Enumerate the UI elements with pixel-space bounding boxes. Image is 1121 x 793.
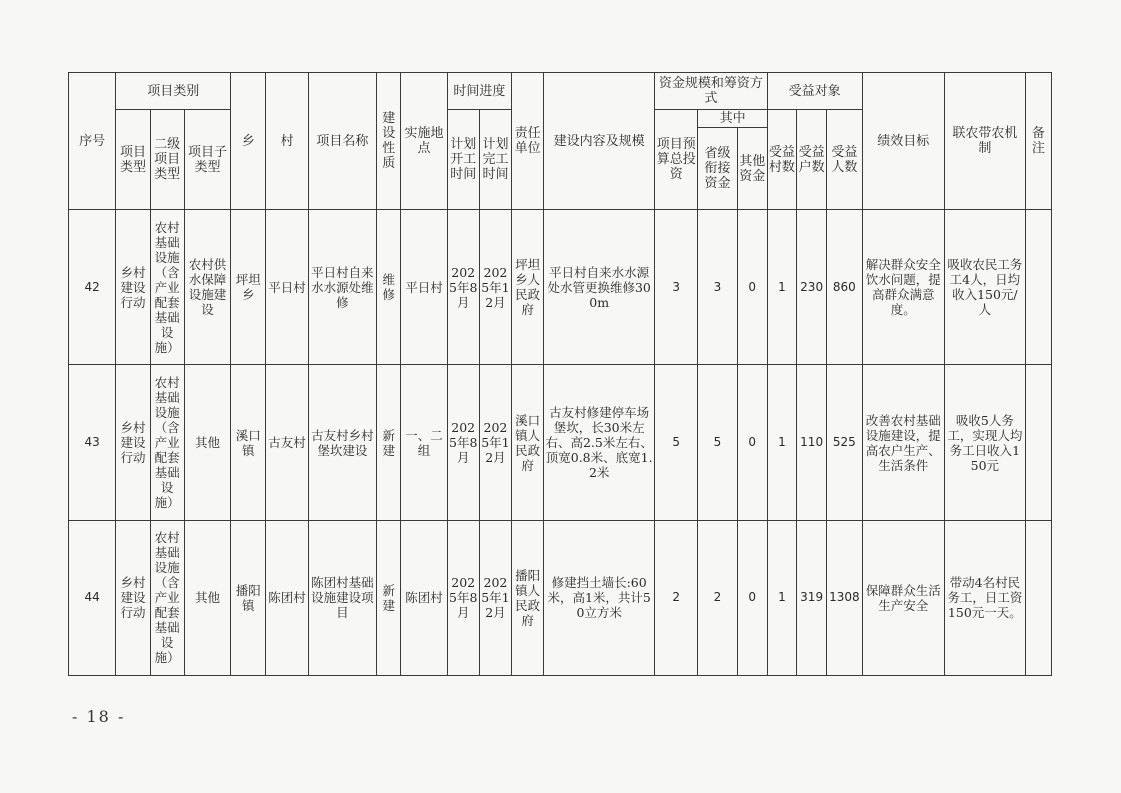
cell-project-type: 乡村建设行动 [116, 210, 150, 365]
cell-secondary-type: 农村基础设施（含产业配套基础设施） [150, 520, 184, 675]
cell-provincial-funds: 3 [698, 210, 737, 365]
table-row [69, 520, 1052, 675]
cell-location: 平日村 [401, 210, 447, 365]
cell-project-name: 陈团村基础设施建设项目 [308, 520, 376, 675]
header-township: 乡 [231, 73, 266, 210]
cell-village: 古友村 [266, 365, 308, 520]
cell-benefit-households: 110 [797, 365, 827, 520]
header-total-budget: 项目预算总投资 [655, 110, 698, 210]
header-among: 其中 [698, 110, 767, 128]
header-sub-type: 项目子类型 [184, 110, 230, 210]
cell-remarks [1025, 365, 1051, 520]
header-remarks: 备注 [1025, 73, 1051, 210]
cell-responsible-unit: 溪口镇人民政府 [512, 365, 544, 520]
cell-sub-type: 其他 [184, 365, 230, 520]
header-location: 实施地点 [401, 73, 447, 210]
cell-other-funds: 0 [737, 520, 767, 675]
cell-responsible-unit: 坪坦乡人民政府 [512, 210, 544, 365]
header-start-time: 计划开工时间 [447, 110, 479, 210]
header-performance-goal: 绩效目标 [862, 73, 945, 210]
cell-remarks [1025, 520, 1051, 675]
header-benefit-people: 受益人数 [827, 110, 862, 210]
cell-benefit-people: 860 [827, 210, 862, 365]
header-end-time: 计划完工时间 [479, 110, 511, 210]
cell-end-time: 2025年12月 [479, 520, 511, 675]
page-number: - 18 - [72, 707, 126, 726]
cell-township: 播阳镇 [231, 520, 266, 675]
cell-seq: 44 [69, 520, 116, 675]
cell-start-time: 2025年8月 [447, 210, 479, 365]
cell-end-time: 2025年12月 [479, 365, 511, 520]
header-provincial-funds: 省级衔接资金 [698, 128, 737, 210]
header-beneficiaries: 受益对象 [767, 73, 862, 110]
header-schedule: 时间进度 [447, 73, 511, 110]
cell-sub-type: 农村供水保障设施建设 [184, 210, 230, 365]
cell-secondary-type: 农村基础设施（含产业配套基础设施） [150, 210, 184, 365]
cell-village: 陈团村 [266, 520, 308, 675]
cell-sub-type: 其他 [184, 520, 230, 675]
header-funding: 资金规模和筹资方式 [655, 73, 768, 110]
cell-content-scale: 平日村自来水水源处水管更换维修300m [544, 210, 655, 365]
cell-performance-goal: 改善农村基础设施建设，提高农户生产、生活条件 [862, 365, 945, 520]
header-project-category: 项目类别 [116, 73, 231, 110]
table-row [69, 210, 1052, 365]
cell-location: 一、二组 [401, 365, 447, 520]
cell-content-scale: 修建挡土墙长:60米，高1米，共计50立方米 [544, 520, 655, 675]
header-benefit-villages: 受益村数 [767, 110, 796, 210]
header-responsible-unit: 责任单位 [512, 73, 544, 210]
cell-farmer-link: 吸收5人务工，实现人均务工日收入150元 [945, 365, 1026, 520]
cell-farmer-link: 吸收农民工务工4人，日均收入150元/人 [945, 210, 1026, 365]
cell-township: 坪坦乡 [231, 210, 266, 365]
cell-provincial-funds: 2 [698, 520, 737, 675]
cell-farmer-link: 带动4名村民务工，日工资150元一天。 [945, 520, 1026, 675]
header-seq: 序号 [69, 73, 116, 210]
cell-other-funds: 0 [737, 210, 767, 365]
cell-responsible-unit: 播阳镇人民政府 [512, 520, 544, 675]
cell-project-name: 平日村自来水水源处维修 [308, 210, 376, 365]
cell-start-time: 2025年8月 [447, 520, 479, 675]
cell-village: 平日村 [266, 210, 308, 365]
header-project-type: 项目类型 [116, 110, 150, 210]
cell-total-budget: 2 [655, 520, 698, 675]
cell-location: 陈团村 [401, 520, 447, 675]
cell-end-time: 2025年12月 [479, 210, 511, 365]
header-village: 村 [266, 73, 308, 210]
cell-benefit-households: 319 [797, 520, 827, 675]
table-row [69, 365, 1052, 520]
cell-benefit-people: 1308 [827, 520, 862, 675]
header-build-nature: 建设性质 [377, 73, 401, 210]
cell-seq: 43 [69, 365, 116, 520]
header-benefit-households: 受益户数 [797, 110, 827, 210]
cell-total-budget: 3 [655, 210, 698, 365]
cell-total-budget: 5 [655, 365, 698, 520]
cell-project-type: 乡村建设行动 [116, 365, 150, 520]
cell-build-nature: 新建 [377, 520, 401, 675]
cell-benefit-villages: 1 [767, 520, 796, 675]
cell-seq: 42 [69, 210, 116, 365]
cell-township: 溪口镇 [231, 365, 266, 520]
cell-other-funds: 0 [737, 365, 767, 520]
cell-content-scale: 古友村修建停车场堡坎，长30米左右、高2.5米左右、顶宽0.8米、底宽1.2米 [544, 365, 655, 520]
cell-benefit-households: 230 [797, 210, 827, 365]
cell-project-name: 古友村乡村堡坎建设 [308, 365, 376, 520]
header-other-funds: 其他资金 [737, 128, 767, 210]
cell-remarks [1025, 210, 1051, 365]
cell-start-time: 2025年8月 [447, 365, 479, 520]
cell-build-nature: 新建 [377, 365, 401, 520]
header-secondary-type: 二级项目类型 [150, 110, 184, 210]
project-table [68, 72, 1052, 676]
cell-project-type: 乡村建设行动 [116, 520, 150, 675]
header-row-1 [69, 73, 1052, 110]
cell-benefit-villages: 1 [767, 365, 796, 520]
cell-secondary-type: 农村基础设施（含产业配套基础设施） [150, 365, 184, 520]
cell-build-nature: 维修 [377, 210, 401, 365]
cell-provincial-funds: 5 [698, 365, 737, 520]
header-project-name: 项目名称 [308, 73, 376, 210]
header-content-scale: 建设内容及规模 [544, 73, 655, 210]
cell-benefit-villages: 1 [767, 210, 796, 365]
header-farmer-link: 联农带农机制 [945, 73, 1026, 210]
cell-performance-goal: 保障群众生活生产安全 [862, 520, 945, 675]
cell-benefit-people: 525 [827, 365, 862, 520]
cell-performance-goal: 解决群众安全饮水问题，提高群众满意度。 [862, 210, 945, 365]
